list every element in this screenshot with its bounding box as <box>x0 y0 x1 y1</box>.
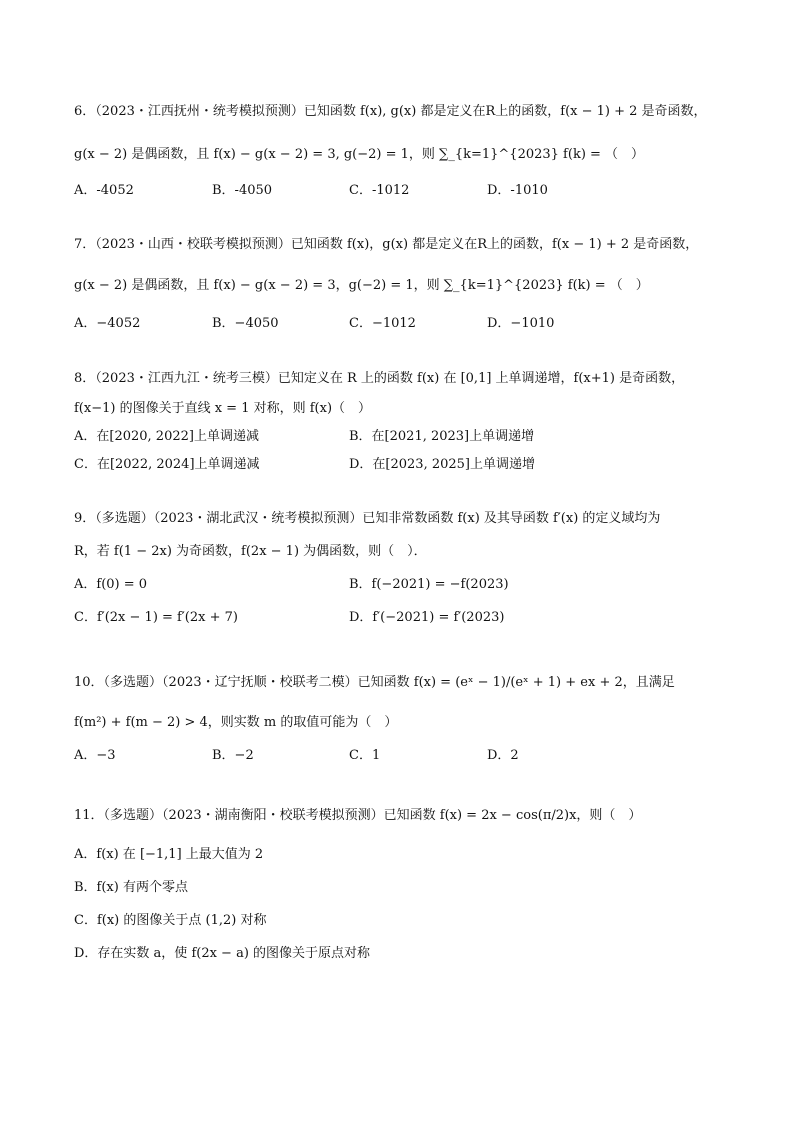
question-9-option-d: D．f′(−2021) = f′(2023) <box>349 610 505 625</box>
question-6-line-1: 6．（2023・江西抚州・统考模拟预测）已知函数 f(x), g(x) 都是定义在R上的函数，f(x − 1) + 2 是奇函数， <box>74 104 707 119</box>
question-7-option-d: D．−1010 <box>487 316 555 331</box>
question-6-option-c: C．-1012 <box>349 183 410 198</box>
question-10-option-c: C．1 <box>349 748 381 763</box>
question-6-option-a: A．-4052 <box>74 183 134 198</box>
question-11-option-d: D．存在实数 a，使 f(2x − a) 的图像关于原点对称 <box>74 946 371 961</box>
question-8-line-1: 8．（2023・江西九江・统考三模）已知定义在 R 上的函数 f(x) 在 [0,1] 上单调递增，f(x+1) 是奇函数， <box>74 371 685 386</box>
question-7-option-b: B．−4050 <box>212 316 279 331</box>
question-10-option-a: A．−3 <box>74 748 116 763</box>
question-8-option-c: C．在[2022, 2024]上单调递减 <box>74 457 260 472</box>
question-11-line-1: 11．（多选题）（2023・湖南衡阳・校联考模拟预测）已知函数 f(x) = 2x − cos(π/2)x，则（ ） <box>74 808 642 823</box>
question-7-option-a: A．−4052 <box>74 316 141 331</box>
question-8-option-d: D．在[2023, 2025]上单调递增 <box>349 457 535 472</box>
question-9-line-2: R，若 f(1 − 2x) 为奇函数，f(2x − 1) 为偶函数，则（ ）． <box>74 544 427 559</box>
question-7-line-1: 7．（2023・山西・校联考模拟预测）已知函数 f(x)，g(x) 都是定义在R上的函数，f(x − 1) + 2 是奇函数， <box>74 237 699 252</box>
question-10-option-d: D．2 <box>487 748 519 763</box>
question-6-option-b: B．-4050 <box>212 183 273 198</box>
question-10-line-1: 10．（多选题）（2023・辽宁抚顺・校联考二模）已知函数 f(x) = (eˣ − 1)/(eˣ + 1) + ex + 2，且满足 <box>74 675 675 690</box>
question-6-line-2: g(x − 2) 是偶函数，且 f(x) − g(x − 2) = 3, g(−2) = 1，则 ∑_{k=1}^{2023} f(k) = （ ） <box>74 147 645 162</box>
question-7-line-2: g(x − 2) 是偶函数，且 f(x) − g(x − 2) = 3，g(−2) = 1，则 ∑_{k=1}^{2023} f(k) = （ ） <box>74 278 649 293</box>
question-11-option-c: C．f(x) 的图像关于点 (1,2) 对称 <box>74 913 267 928</box>
question-8-line-2: f(x−1) 的图像关于直线 x = 1 对称，则 f(x)（ ） <box>74 401 372 416</box>
question-8-option-a: A．在[2020, 2022]上单调递减 <box>74 429 259 444</box>
question-9-option-a: A．f(0) = 0 <box>74 577 148 592</box>
question-8-option-b: B．在[2021, 2023]上单调递增 <box>349 429 535 444</box>
question-9-option-c: C．f′(2x − 1) = f′(2x + 7) <box>74 610 238 625</box>
question-7-option-c: C．−1012 <box>349 316 416 331</box>
question-9-line-1: 9．（多选题）（2023・湖北武汉・统考模拟预测）已知非常数函数 f(x) 及其导函数 f′(x) 的定义域均为 <box>74 511 661 526</box>
question-9-option-b: B．f(−2021) = −f(2023) <box>349 577 509 592</box>
question-10-line-2: f(m²) + f(m − 2) > 4，则实数 m 的取值可能为（ ） <box>74 715 398 730</box>
question-11-option-b: B．f(x) 有两个零点 <box>74 880 188 895</box>
question-10-option-b: B．−2 <box>212 748 254 763</box>
question-11-option-a: A．f(x) 在 [−1,1] 上最大值为 2 <box>74 847 264 862</box>
question-6-option-d: D．-1010 <box>487 183 548 198</box>
